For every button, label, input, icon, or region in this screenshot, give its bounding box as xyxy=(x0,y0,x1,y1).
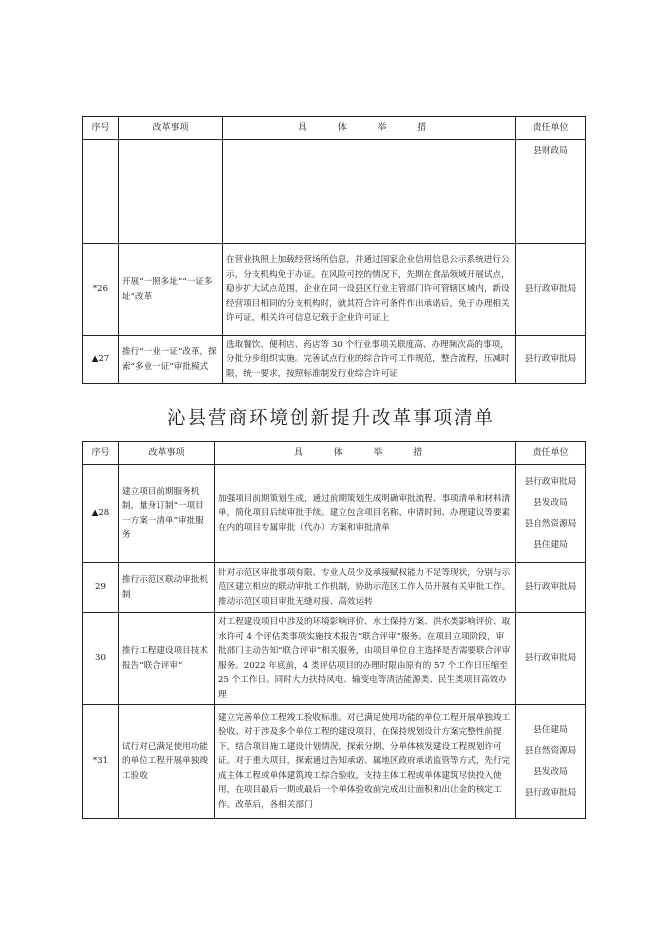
dept-name: 县行政审批局 xyxy=(524,476,577,487)
row-dept xyxy=(516,336,586,384)
row-no xyxy=(83,140,119,244)
dept-name: 县行政审批局 xyxy=(524,787,577,798)
row-dept xyxy=(516,563,586,613)
row-item: 推行“一业一证”改革，探索“多业一证”审批模式 xyxy=(119,336,223,384)
header-item: 改革事项 xyxy=(119,442,215,465)
table-row xyxy=(83,705,586,819)
dept-name: 县行政审批局 xyxy=(524,653,577,664)
row-no: ▲27 xyxy=(83,336,119,384)
table-header-row xyxy=(83,442,586,465)
row-measure xyxy=(223,140,516,244)
table-row xyxy=(83,465,586,563)
reform-table-1 xyxy=(82,116,586,384)
row-no: *26 xyxy=(83,244,119,336)
row-item xyxy=(119,140,223,244)
table-row xyxy=(83,140,586,244)
row-item: 推行工程建设项目技术报告“联合评审” xyxy=(119,613,215,705)
row-no: 29 xyxy=(83,563,119,613)
row-dept xyxy=(516,613,586,705)
header-measure: 具 体 举 措 xyxy=(223,117,516,140)
table-row xyxy=(83,613,586,705)
dept-name: 县自然资源局 xyxy=(524,745,577,756)
dept-name: 县行政审批局 xyxy=(524,284,577,295)
dept-name: 县住建局 xyxy=(533,539,568,550)
row-measure: 选取餐饮、便利店、药店等 30 个行业事项关联度高、办理频次高的事项，分批分步组织实施。完善试点行业的综合许可工作规范，整合流程，压减时限，统一要求，按照标准制发行业综合许可证 xyxy=(223,336,516,384)
row-no: *31 xyxy=(83,705,119,819)
row-dept xyxy=(516,465,586,563)
header-item: 改革事项 xyxy=(119,117,223,140)
reform-table-2 xyxy=(82,441,586,819)
row-measure: 对工程建设项目中涉及的环境影响评价、水土保持方案、洪水类影响评价、取水许可 4 个评估类事项实施技术报告“联合评审”服务。在项目立项阶段，审批部门主动告知“联合评审”相关服务，由项目单位自主选择是否需要联合评审服务。2022 年底前，4 类评估项目的办理时限由原有的 57 个工作日压缩至 25 个工作日。同时大力扶持风电、输变电等清洁能源类、民生类项目高效办理 xyxy=(215,613,516,705)
dept-name: 县发改局 xyxy=(533,766,568,777)
row-dept xyxy=(516,140,586,244)
table-row xyxy=(83,563,586,613)
header-measure: 具 体 举 措 xyxy=(215,442,516,465)
dept-name: 县发改局 xyxy=(533,497,568,508)
row-measure: 在营业执照上加载经营场所信息，并通过国家企业信用信息公示系统进行公示，分支机构免于办证。在风险可控的情况下，先期在食品领域开展试点，稳步扩大试点范围，企业在同一设县区行业主管部门许可管辖区域内，新设经营项目相同的分支机构时，就其符合许可条件作出承诺后，免于办理相关许可证，相关许可信息记载于企业许可证上 xyxy=(223,244,516,336)
page-title: 沁县营商环境创新提升改革事项清单 xyxy=(166,408,495,429)
header-no: 序号 xyxy=(83,442,119,465)
row-dept xyxy=(516,244,586,336)
row-no: ▲28 xyxy=(83,465,119,563)
header-dept: 责任单位 xyxy=(516,442,586,465)
row-item: 试行对已满足使用功能的单位工程开展单独竣工验收 xyxy=(119,705,215,819)
row-measure: 针对示范区审批事项有限、专业人员少及承接赋权能力不足等现状，分别与示范区建立相应的联动审批工作机制，协助示范区工作人员开展有关审批工作。推动示范区项目审批无缝对接、高效运转 xyxy=(215,563,516,613)
row-item: 开展“一照多址”“一证多址”改革 xyxy=(119,244,223,336)
dept-name: 县行政审批局 xyxy=(524,354,577,365)
header-no: 序号 xyxy=(83,117,119,140)
row-measure: 加强项目前期策划生成，通过前期策划生成明确审批流程、事项清单和材料清单，简化项目后续审批手续。建立包含项目名称、申请时间、办理建议等要素在内的项目专属审批（代办）方案和审批清单 xyxy=(215,465,516,563)
dept-name: 县财政局 xyxy=(533,146,568,156)
dept-name: 县住建局 xyxy=(533,724,568,735)
row-no: 30 xyxy=(83,613,119,705)
row-dept xyxy=(516,705,586,819)
header-dept: 责任单位 xyxy=(516,117,586,140)
row-item: 建立项目前期服务机制，量身订制“一项目一方案一清单”审批服务 xyxy=(119,465,215,563)
dept-name: 县行政审批局 xyxy=(524,582,577,593)
table-row xyxy=(83,336,586,384)
row-item: 推行示范区联动审批机制 xyxy=(119,563,215,613)
table-header-row xyxy=(83,117,586,140)
dept-name: 县自然资源局 xyxy=(524,518,577,529)
table-row xyxy=(83,244,586,336)
row-measure: 建立完善单位工程竣工验收标准。对已满足使用功能的单位工程开展单独竣工验收。对于涉及多个单位工程的建设项目，在保持规划设计方案完整性前提下，结合项目施工建设计划情况，探索分期、分单体核发建设工程规划许可证。对于重大项目，探索通过告知承诺、属地区政府承诺监管等方式，先行完成主体工程或单体建筑竣工综合验收，支持主体工程或单体建筑尽快投入使用，在项目最后一期或最后一个单体验收前完成出让面积和出让金的核定工作。改革后，各相关部门 xyxy=(215,705,516,819)
